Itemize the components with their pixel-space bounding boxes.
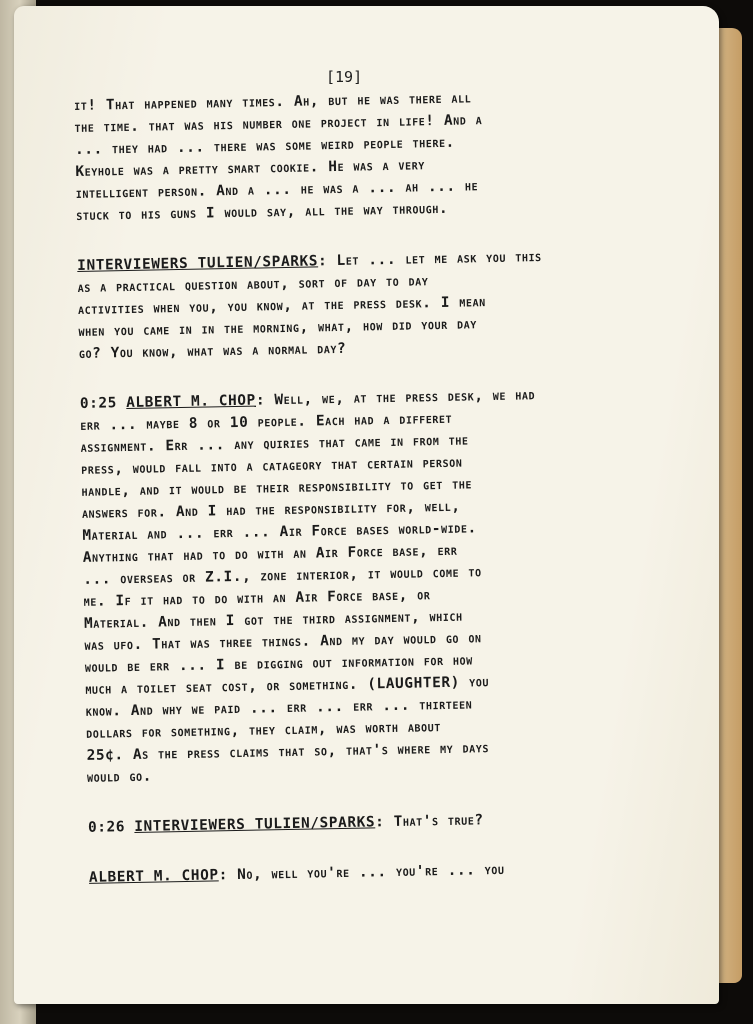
- line-text: ... overseas or Z.I., zone interior, it would come to: [83, 564, 482, 588]
- timestamp: 0:25: [79, 395, 127, 412]
- line-text: : Let ... let me ask you this: [317, 249, 542, 270]
- line-text: was ufo. That was three things. And my day would go on: [84, 630, 482, 654]
- line-text: me. If it had to do with an Air Force base, or: [83, 587, 431, 610]
- line-text: : No, well you're ... you're ... you: [218, 861, 505, 884]
- line-text: much a toilet seat cost, or something. (LAUGHTER) you: [85, 674, 490, 698]
- line-text: answers for. And I had the responsibility for, well,: [81, 498, 461, 522]
- line-text: intelligent person. And a ... he was a ... ah ... he: [75, 178, 479, 202]
- line-text: stuck to his guns I would say, all the way through.: [76, 200, 449, 224]
- line-text: 25¢. As the press claims that so, that's where my days: [86, 740, 490, 764]
- line-text: when you came in in the morning, what, how did your day: [78, 316, 478, 340]
- line-text: Anything that had to do with an Air Force base, err: [82, 542, 458, 566]
- line-text: : Well, we, at the press desk, we had: [255, 387, 536, 409]
- timestamp: 0:26: [87, 818, 135, 836]
- page-number: [19]: [326, 68, 363, 86]
- line-text: press, would fall into a catageory that certain person: [80, 454, 463, 478]
- line-text: would be err ... I be digging out information for how: [84, 652, 473, 676]
- line-text: assignment. Err ... any quiries that came in from the: [80, 432, 469, 456]
- line-text: : That's true?: [375, 812, 484, 831]
- line-text: err ... maybe 8 or 10 people. Each had a differet: [80, 410, 453, 434]
- line-text: Keyhole was a pretty smart cookie. He was a very: [75, 157, 426, 180]
- line-text: ... they had ... there was some weird people there.: [74, 134, 456, 158]
- line-text: go? You know, what was a normal day?: [78, 340, 347, 362]
- speaker-name: ALBERT M. CHOP: [126, 392, 257, 412]
- line-text: dollars for something, they claim, was worth about: [86, 719, 442, 742]
- line-text: handle, and it would be their responsibility to get the: [81, 476, 473, 500]
- line-text: the time. that was his number one project in life! And a: [74, 112, 483, 136]
- transcript-line: [87, 769, 152, 786]
- line-text: activities when you, you know, at the press desk. I mean: [77, 294, 486, 318]
- line-text: as a practical question about, sort of day to day: [77, 273, 429, 296]
- speaker-name: ALBERT M. CHOP: [88, 867, 219, 886]
- line-text: Material. And then I got the third assignment, which: [83, 608, 463, 632]
- speaker-name: INTERVIEWERS TULIEN/SPARKS: [134, 814, 376, 835]
- line-text: it! That happened many times. Ah, but he was there all: [74, 90, 472, 114]
- line-text: would go.: [86, 768, 153, 786]
- speaker-name: INTERVIEWERS TULIEN/SPARKS: [77, 253, 319, 274]
- line-text: Material and ... err ... Air Force bases world-wide.: [82, 520, 477, 544]
- line-text: know. And why we paid ... err ... err ... thirteen: [85, 696, 473, 720]
